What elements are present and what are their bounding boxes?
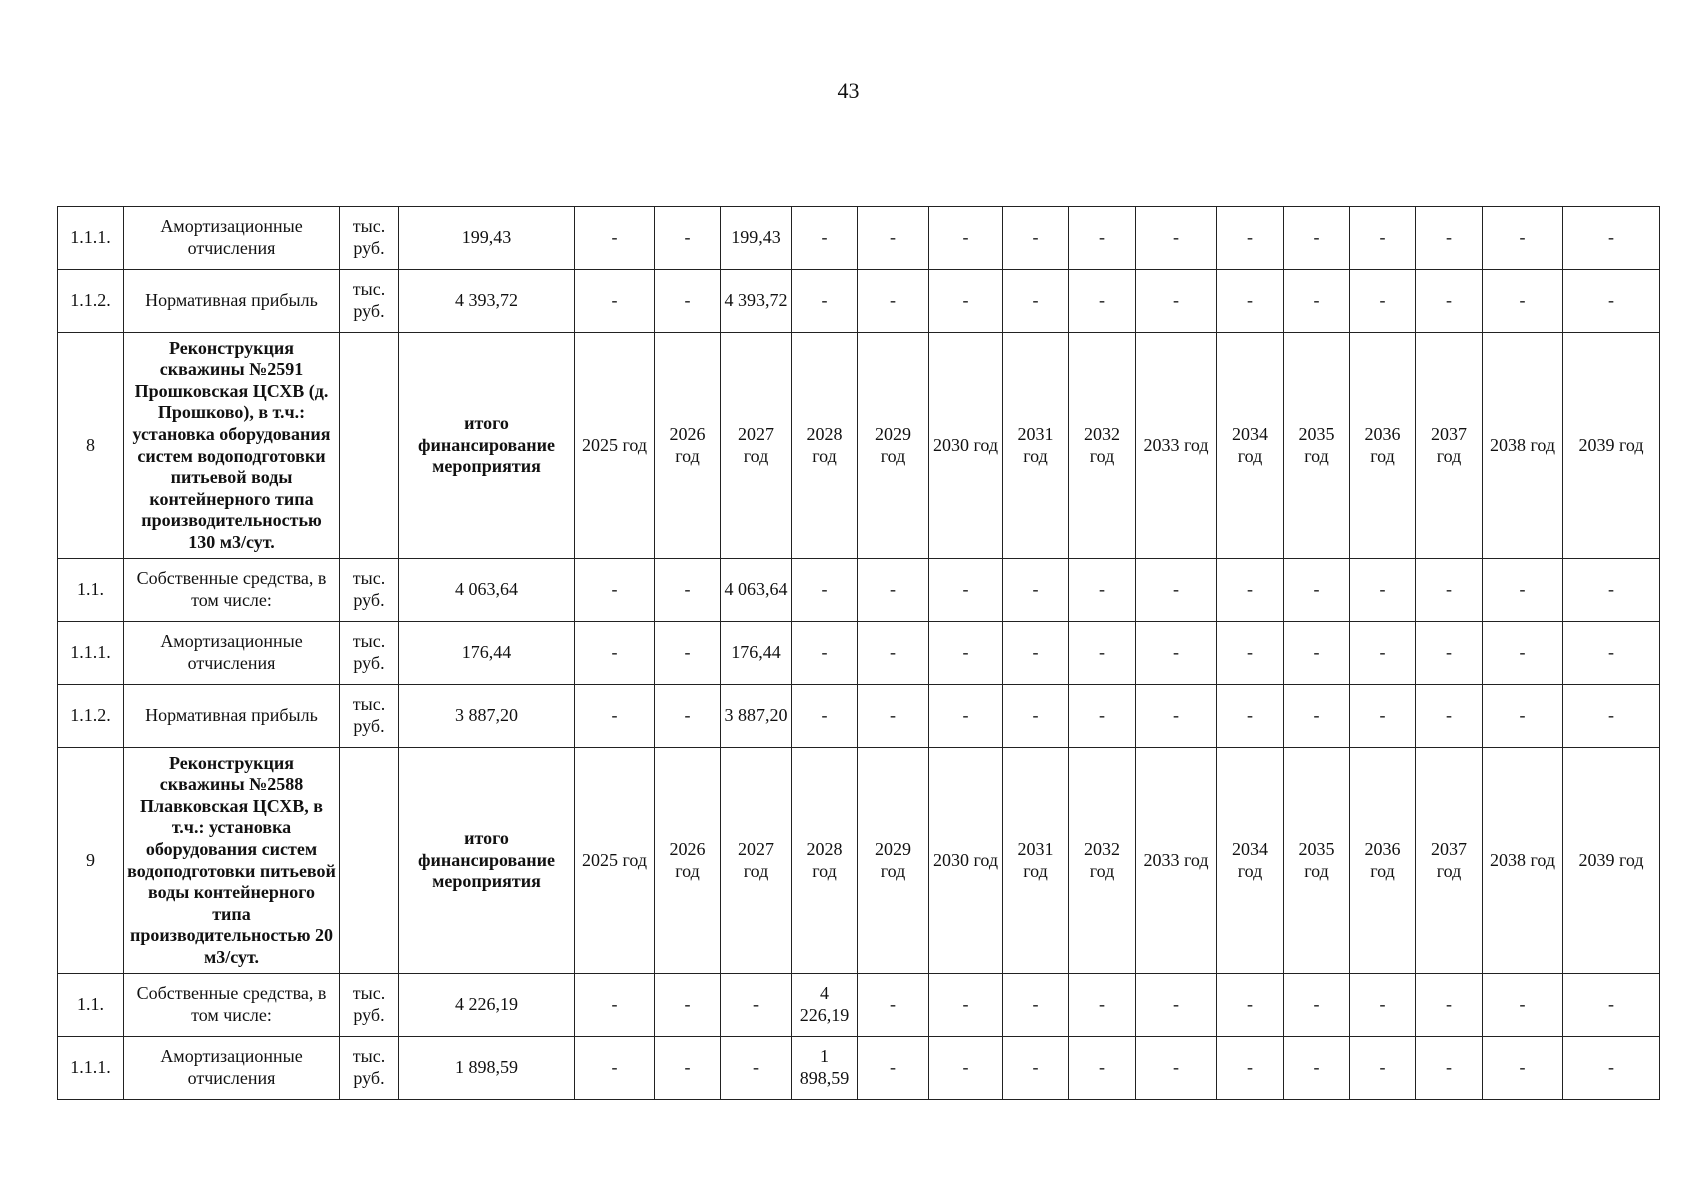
year-value: - bbox=[1003, 207, 1069, 270]
table-row bbox=[58, 685, 1660, 748]
year-value: - bbox=[929, 622, 1003, 685]
year-value: - bbox=[1003, 270, 1069, 333]
row-name: Собственные средства, в том числе: bbox=[124, 974, 340, 1037]
year-value: - bbox=[1416, 974, 1483, 1037]
total-value: 1 898,59 bbox=[399, 1037, 575, 1100]
year-value: - bbox=[1350, 622, 1416, 685]
year-value: - bbox=[1563, 974, 1660, 1037]
year-value: 1 898,59 bbox=[792, 1037, 858, 1100]
year-value: - bbox=[1563, 559, 1660, 622]
unit-cell: тыс. руб. bbox=[340, 974, 399, 1037]
year-value: - bbox=[1284, 974, 1350, 1037]
table-row bbox=[58, 207, 1660, 270]
total-value: 4 393,72 bbox=[399, 270, 575, 333]
year-header: 2034 год bbox=[1217, 333, 1284, 559]
year-value: 199,43 bbox=[721, 207, 792, 270]
year-value: - bbox=[858, 270, 929, 333]
year-value: - bbox=[1069, 207, 1136, 270]
unit-cell: тыс. руб. bbox=[340, 1037, 399, 1100]
year-value: - bbox=[1483, 1037, 1563, 1100]
year-value: - bbox=[1069, 622, 1136, 685]
year-value: - bbox=[721, 1037, 792, 1100]
total-value: 176,44 bbox=[399, 622, 575, 685]
year-value: 176,44 bbox=[721, 622, 792, 685]
year-value: - bbox=[1563, 1037, 1660, 1100]
unit-cell: тыс. руб. bbox=[340, 622, 399, 685]
year-value: - bbox=[1284, 622, 1350, 685]
unit-cell: тыс. руб. bbox=[340, 559, 399, 622]
year-value: - bbox=[655, 685, 721, 748]
year-header: 2032 год bbox=[1069, 333, 1136, 559]
year-header: 2026 год bbox=[655, 333, 721, 559]
year-value: - bbox=[1350, 270, 1416, 333]
table-body bbox=[58, 207, 1660, 1100]
year-value: - bbox=[1217, 207, 1284, 270]
table-row bbox=[58, 270, 1660, 333]
year-value: - bbox=[655, 1037, 721, 1100]
year-value: 4 063,64 bbox=[721, 559, 792, 622]
year-header: 2025 год bbox=[575, 748, 655, 974]
year-value: - bbox=[1136, 270, 1217, 333]
year-header: 2031 год bbox=[1003, 333, 1069, 559]
row-code: 1.1.2. bbox=[58, 270, 124, 333]
year-value: - bbox=[1416, 559, 1483, 622]
year-value: - bbox=[1350, 1037, 1416, 1100]
itogo-label: итого финансирование мероприятия bbox=[399, 333, 575, 559]
year-header: 2039 год bbox=[1563, 333, 1660, 559]
year-value: - bbox=[792, 622, 858, 685]
year-value: - bbox=[929, 1037, 1003, 1100]
project-title: Реконструкция скважины №2588 Плавковская ЦСХВ, в т.ч.: установка оборудования систем водоподготовки питьевой воды контейнерного типа производительностью 20 м3/сут. bbox=[124, 748, 340, 974]
year-header: 2032 год bbox=[1069, 748, 1136, 974]
year-value: - bbox=[1069, 974, 1136, 1037]
year-value: - bbox=[1003, 1037, 1069, 1100]
row-code: 1.1.2. bbox=[58, 685, 124, 748]
row-code: 1.1.1. bbox=[58, 1037, 124, 1100]
year-header: 2035 год bbox=[1284, 748, 1350, 974]
year-value: - bbox=[1483, 207, 1563, 270]
total-value: 3 887,20 bbox=[399, 685, 575, 748]
year-value: - bbox=[655, 622, 721, 685]
year-value: - bbox=[575, 559, 655, 622]
year-value: - bbox=[1136, 974, 1217, 1037]
year-value: - bbox=[1416, 270, 1483, 333]
year-value: - bbox=[929, 974, 1003, 1037]
year-value: - bbox=[858, 622, 929, 685]
project-title: Реконструкция скважины №2591 Прошковская ЦСХВ (д. Прошково), в т.ч.: установка оборудования систем водоподготовки питьевой воды контейнерного типа производительностью 130 м3/сут. bbox=[124, 333, 340, 559]
row-name: Амортизационные отчисления bbox=[124, 207, 340, 270]
year-header: 2036 год bbox=[1350, 748, 1416, 974]
year-value: - bbox=[1483, 974, 1563, 1037]
year-value: - bbox=[575, 1037, 655, 1100]
year-value: - bbox=[1069, 1037, 1136, 1100]
year-value: - bbox=[1136, 559, 1217, 622]
year-value: - bbox=[655, 559, 721, 622]
row-code: 1.1.1. bbox=[58, 622, 124, 685]
page-number: 43 bbox=[837, 78, 860, 103]
year-header: 2033 год bbox=[1136, 748, 1217, 974]
year-value: - bbox=[1350, 974, 1416, 1037]
year-value: - bbox=[1416, 207, 1483, 270]
year-header: 2038 год bbox=[1483, 333, 1563, 559]
year-value: - bbox=[1284, 685, 1350, 748]
total-value: 4 063,64 bbox=[399, 559, 575, 622]
row-name: Нормативная прибыль bbox=[124, 270, 340, 333]
year-value: - bbox=[1217, 622, 1284, 685]
year-value: - bbox=[1284, 1037, 1350, 1100]
year-value: - bbox=[929, 207, 1003, 270]
year-header: 2037 год bbox=[1416, 333, 1483, 559]
year-header: 2029 год bbox=[858, 333, 929, 559]
year-value: - bbox=[1350, 559, 1416, 622]
year-header: 2031 год bbox=[1003, 748, 1069, 974]
year-value: - bbox=[1136, 1037, 1217, 1100]
year-value: - bbox=[1563, 207, 1660, 270]
year-value: - bbox=[1416, 685, 1483, 748]
year-value: - bbox=[1217, 1037, 1284, 1100]
year-value: - bbox=[575, 685, 655, 748]
year-value: - bbox=[1416, 622, 1483, 685]
row-name: Собственные средства, в том числе: bbox=[124, 559, 340, 622]
total-value: 199,43 bbox=[399, 207, 575, 270]
table-row bbox=[58, 559, 1660, 622]
unit-cell: тыс. руб. bbox=[340, 207, 399, 270]
table-row bbox=[58, 974, 1660, 1037]
year-value: - bbox=[1483, 559, 1563, 622]
year-value: - bbox=[792, 270, 858, 333]
year-value: - bbox=[1136, 207, 1217, 270]
year-value: - bbox=[655, 270, 721, 333]
year-value: - bbox=[929, 270, 1003, 333]
year-header: 2028 год bbox=[792, 748, 858, 974]
year-value: - bbox=[1284, 559, 1350, 622]
row-name: Нормативная прибыль bbox=[124, 685, 340, 748]
year-header: 2033 год bbox=[1136, 333, 1217, 559]
year-value: - bbox=[575, 974, 655, 1037]
year-value: - bbox=[1483, 685, 1563, 748]
year-value: - bbox=[721, 974, 792, 1037]
year-value: - bbox=[1003, 622, 1069, 685]
year-value: - bbox=[575, 207, 655, 270]
year-header: 2030 год bbox=[929, 748, 1003, 974]
year-value: - bbox=[575, 622, 655, 685]
year-value: - bbox=[1003, 559, 1069, 622]
unit-cell bbox=[340, 748, 399, 974]
table-row bbox=[58, 1037, 1660, 1100]
year-value: - bbox=[1217, 270, 1284, 333]
year-value: - bbox=[929, 559, 1003, 622]
itogo-label: итого финансирование мероприятия bbox=[399, 748, 575, 974]
year-value: - bbox=[1003, 685, 1069, 748]
year-header: 2034 год bbox=[1217, 748, 1284, 974]
row-code: 8 bbox=[58, 333, 124, 559]
year-value: - bbox=[929, 685, 1003, 748]
year-value: - bbox=[575, 270, 655, 333]
year-value: - bbox=[1563, 270, 1660, 333]
table-row bbox=[58, 622, 1660, 685]
financing-table bbox=[57, 206, 1660, 1100]
year-header: 2038 год bbox=[1483, 748, 1563, 974]
row-code: 9 bbox=[58, 748, 124, 974]
year-header: 2036 год bbox=[1350, 333, 1416, 559]
year-value: - bbox=[858, 685, 929, 748]
year-value: - bbox=[1350, 207, 1416, 270]
year-header: 2026 год bbox=[655, 748, 721, 974]
row-code: 1.1. bbox=[58, 974, 124, 1037]
year-value: - bbox=[792, 685, 858, 748]
year-value: - bbox=[1069, 559, 1136, 622]
year-value: - bbox=[1069, 685, 1136, 748]
year-value: - bbox=[1069, 270, 1136, 333]
year-value: - bbox=[1416, 1037, 1483, 1100]
row-code: 1.1.1. bbox=[58, 207, 124, 270]
project-row bbox=[58, 748, 1660, 974]
year-header: 2028 год bbox=[792, 333, 858, 559]
year-header: 2029 год bbox=[858, 748, 929, 974]
year-value: - bbox=[1284, 270, 1350, 333]
year-value: - bbox=[858, 207, 929, 270]
unit-cell: тыс. руб. bbox=[340, 270, 399, 333]
year-value: 3 887,20 bbox=[721, 685, 792, 748]
year-value: - bbox=[1563, 622, 1660, 685]
project-row bbox=[58, 333, 1660, 559]
unit-cell bbox=[340, 333, 399, 559]
year-value: - bbox=[1136, 622, 1217, 685]
year-value: - bbox=[1217, 974, 1284, 1037]
total-value: 4 226,19 bbox=[399, 974, 575, 1037]
year-header: 2027 год bbox=[721, 748, 792, 974]
year-value: - bbox=[655, 974, 721, 1037]
year-value: 4 226,19 bbox=[792, 974, 858, 1037]
row-name: Амортизационные отчисления bbox=[124, 1037, 340, 1100]
year-value: - bbox=[858, 559, 929, 622]
year-value: - bbox=[655, 207, 721, 270]
row-code: 1.1. bbox=[58, 559, 124, 622]
year-header: 2037 год bbox=[1416, 748, 1483, 974]
year-value: - bbox=[1003, 974, 1069, 1037]
year-value: - bbox=[1350, 685, 1416, 748]
year-header: 2035 год bbox=[1284, 333, 1350, 559]
year-header: 2027 год bbox=[721, 333, 792, 559]
year-value: - bbox=[1217, 685, 1284, 748]
year-value: - bbox=[1483, 622, 1563, 685]
year-value: - bbox=[792, 559, 858, 622]
year-header: 2039 год bbox=[1563, 748, 1660, 974]
year-header: 2030 год bbox=[929, 333, 1003, 559]
year-value: - bbox=[1136, 685, 1217, 748]
year-value: 4 393,72 bbox=[721, 270, 792, 333]
year-value: - bbox=[858, 1037, 929, 1100]
year-value: - bbox=[1217, 559, 1284, 622]
unit-cell: тыс. руб. bbox=[340, 685, 399, 748]
year-header: 2025 год bbox=[575, 333, 655, 559]
year-value: - bbox=[792, 207, 858, 270]
year-value: - bbox=[1563, 685, 1660, 748]
year-value: - bbox=[1483, 270, 1563, 333]
row-name: Амортизационные отчисления bbox=[124, 622, 340, 685]
year-value: - bbox=[1284, 207, 1350, 270]
year-value: - bbox=[858, 974, 929, 1037]
